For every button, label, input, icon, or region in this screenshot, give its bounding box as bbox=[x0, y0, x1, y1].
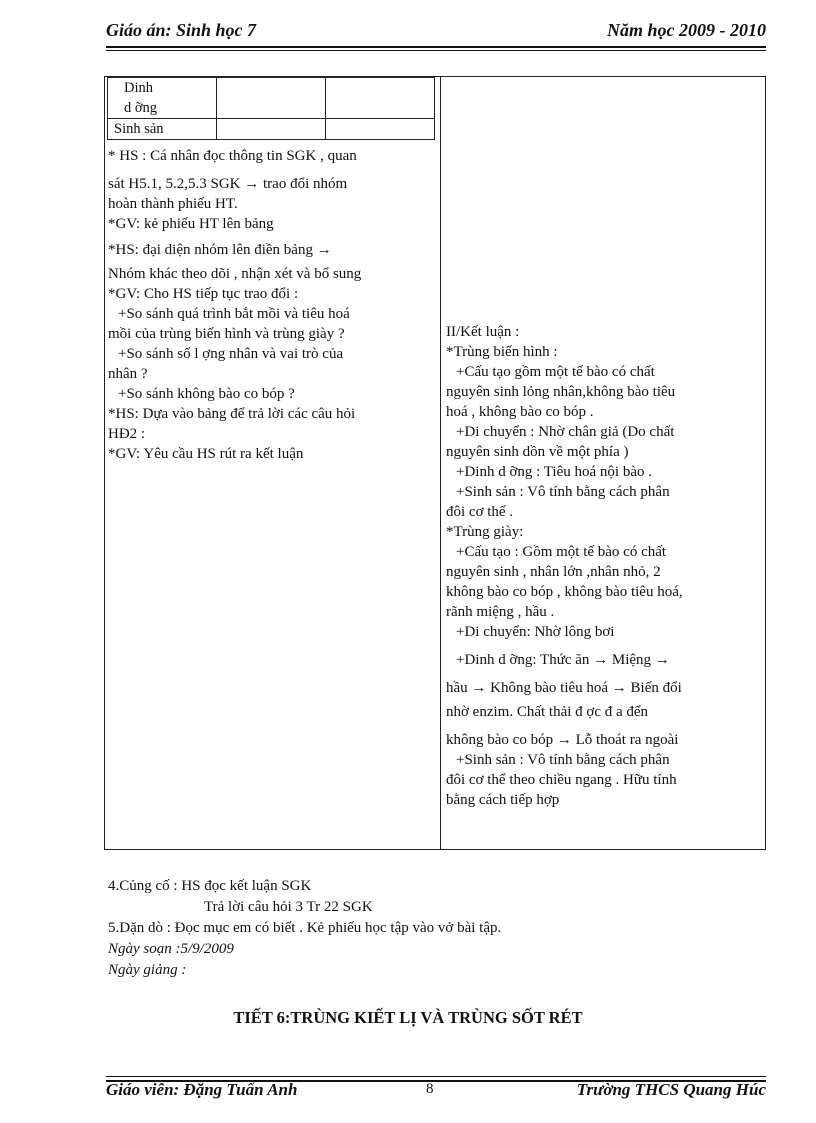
lesson-wrapup bbox=[108, 876, 768, 981]
text-line: *HS: Dựa vào bảng để trả lời các câu hỏi bbox=[108, 406, 356, 422]
text-line: +Cấu tạo gồm một tế bào có chất bbox=[456, 364, 655, 380]
worksheet-cell bbox=[108, 78, 217, 119]
lesson-table-divider bbox=[440, 76, 441, 850]
text-line: *Trùng giày: bbox=[446, 524, 524, 540]
homework-line: 5.Dặn dò : Đọc mục em có biết . Kẻ phiếu học tập vào vở bài tập. bbox=[108, 920, 502, 936]
text-line: bằng cách tiếp hợp bbox=[446, 792, 560, 808]
text-line: sát H5.1, 5.2,5.3 SGK → trao đổi nhóm bbox=[108, 176, 348, 192]
text-line: rãnh miệng , hầu . bbox=[446, 604, 555, 620]
text-line: nguyên sinh dồn về một phía ) bbox=[446, 444, 629, 460]
page-footer bbox=[106, 1080, 766, 1104]
worksheet-cell bbox=[326, 119, 435, 140]
text-line: +Cấu tạo : Gồm một tế bào có chất bbox=[456, 544, 667, 560]
footer-teacher: Giáo viên: Đặng Tuấn Anh bbox=[106, 1080, 298, 1099]
worksheet-cell bbox=[217, 78, 326, 119]
text-line: *HS: đại diện nhóm lên điền bảng → bbox=[108, 242, 332, 258]
worksheet-row-label: Sinh sản bbox=[114, 121, 164, 137]
text-line: +So sánh quá trình bắt mồi và tiêu hoá bbox=[118, 306, 350, 322]
text-line: *GV: kẻ phiếu HT lên bảng bbox=[108, 216, 274, 232]
text-line: hoá , không bào co bóp . bbox=[446, 404, 594, 420]
text-line: nhân ? bbox=[108, 366, 148, 382]
prep-date: Ngày soạn :5/9/2009 bbox=[108, 941, 234, 957]
header-rule-thin bbox=[106, 50, 766, 51]
header-school-year: Năm học 2009 - 2010 bbox=[607, 20, 766, 40]
text-line: II/Kết luận : bbox=[446, 324, 520, 340]
text-line: +Dinh d ỡng : Tiêu hoá nội bào . bbox=[456, 464, 652, 480]
worksheet-row-label-cont: d ỡng bbox=[124, 100, 158, 116]
text-line: *Trùng biến hình : bbox=[446, 344, 558, 360]
text-line: không bào co bóp , không bào tiêu hoá, bbox=[446, 584, 683, 600]
text-line: * HS : Cá nhân đọc thông tin SGK , quan bbox=[108, 148, 357, 164]
worksheet-cell bbox=[108, 119, 217, 140]
text-line: mồi của trùng biến hình và trùng giày ? bbox=[108, 326, 345, 342]
text-line: Nhóm khác theo dõi , nhận xét và bổ sung bbox=[108, 266, 362, 282]
teach-date: Ngày giảng : bbox=[108, 962, 187, 978]
worksheet-cell bbox=[217, 119, 326, 140]
consolidation-line-2: Trả lời câu hỏi 3 Tr 22 SGK bbox=[204, 899, 373, 915]
text-line: +Sinh sản : Vô tính bằng cách phân bbox=[456, 484, 670, 500]
text-line: *GV: Yêu cầu HS rút ra kết luận bbox=[108, 446, 304, 462]
text-line: đôi cơ thể . bbox=[446, 504, 514, 520]
header-subject: Giáo án: Sinh học 7 bbox=[106, 20, 257, 40]
worksheet-table bbox=[107, 77, 435, 140]
text-line: +So sánh không bào co bóp ? bbox=[118, 386, 295, 402]
text-line: +Di chuyển : Nhờ chân giả (Do chất bbox=[456, 424, 675, 440]
text-line: +Di chuyển: Nhờ lông bơi bbox=[456, 624, 615, 640]
activities-column bbox=[108, 146, 436, 464]
text-line: +So sánh số l ợng nhân và vai trò của bbox=[118, 346, 344, 362]
footer-rule-thin bbox=[106, 1076, 766, 1077]
text-line: *GV: Cho HS tiếp tục trao đổi : bbox=[108, 286, 299, 302]
worksheet-cell bbox=[326, 78, 435, 119]
table-row bbox=[108, 78, 435, 119]
text-line: nhờ enzim. Chất thải đ ợc đ a đến bbox=[446, 704, 649, 720]
header-rule bbox=[106, 46, 766, 48]
lesson-title: TIẾT 6:TRÙNG KIẾT LỊ VÀ TRÙNG SỐT RÉT bbox=[233, 1008, 583, 1027]
text-line: nguyên sinh , nhân lớn ,nhân nhỏ, 2 bbox=[446, 564, 661, 580]
conclusion-column bbox=[446, 322, 762, 810]
table-row bbox=[108, 119, 435, 140]
text-line: đôi cơ thể theo chiều ngang . Hữu tính bbox=[446, 772, 677, 788]
text-line: không bào co bóp → Lỗ thoát ra ngoài bbox=[446, 732, 679, 748]
text-line: hoàn thành phiếu HT. bbox=[108, 196, 238, 212]
page-header bbox=[106, 20, 766, 46]
text-line: nguyên sinh lỏng nhân,không bào tiêu bbox=[446, 384, 676, 400]
text-line: HĐ2 : bbox=[108, 426, 146, 442]
footer-school: Trường THCS Quang Húc bbox=[576, 1080, 766, 1099]
worksheet-row-label: Dinh bbox=[124, 80, 182, 96]
text-line: +Dinh d ỡng: Thức ăn → Miệng → bbox=[456, 652, 670, 668]
page-number: 8 bbox=[426, 1081, 434, 1097]
text-line: hầu → Không bào tiêu hoá → Biến đổi bbox=[446, 680, 682, 696]
consolidation-line: 4.Củng cố : HS đọc kết luận SGK bbox=[108, 878, 312, 894]
text-line: +Sinh sản : Vô tính bằng cách phân bbox=[456, 752, 670, 768]
